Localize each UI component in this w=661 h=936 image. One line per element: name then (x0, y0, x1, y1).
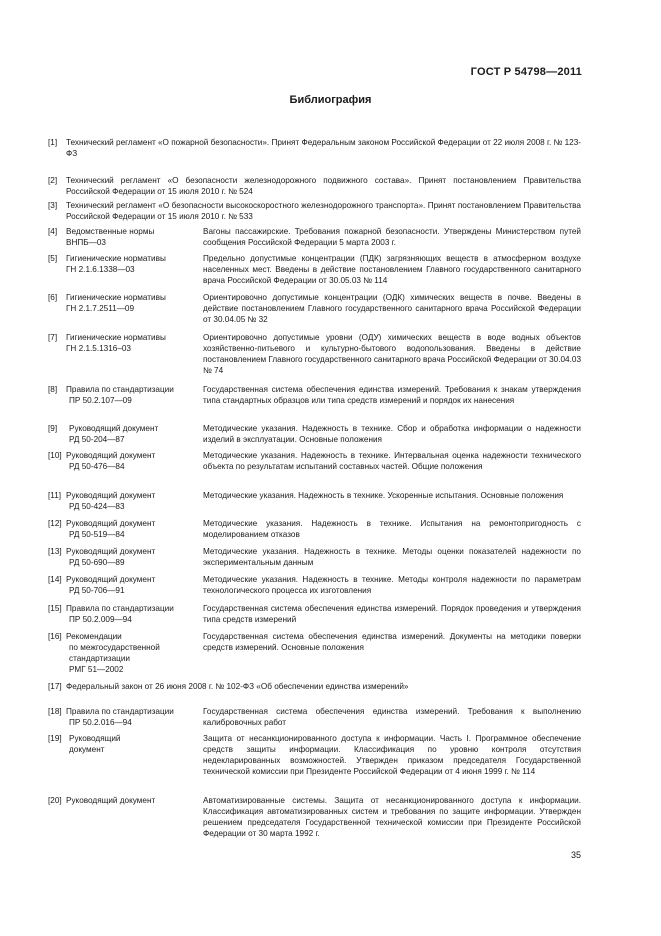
entry-document-type (66, 450, 201, 472)
entry-number: [18] (48, 707, 62, 716)
entry-name-line: Руководящий документ (69, 424, 159, 433)
entry-number: [5] (48, 254, 58, 263)
entry-text: Технический регламент «О пожарной безопасности». Принят Федеральным законом Российской Федерации от 22 июля 2008 г. № 123-ФЗ (66, 138, 581, 158)
entry-name-line: по межгосударственной (69, 643, 160, 652)
entry-number: [1] (48, 138, 58, 147)
entry-description: Методические указания. Надежность в технике. Методы контроля надежности по параметрам технологического процесса их изготовления (203, 575, 581, 595)
entry-name-line: Руководящий (69, 734, 121, 743)
entry-document-type (66, 574, 201, 596)
entry-designation: РД 50-424—83 (69, 502, 125, 511)
entry-name-line: Гигиенические нормативы (66, 293, 166, 302)
entry-description: Методические указания. Надежность в технике. Ускоренные испытания. Основные положения (203, 491, 564, 500)
entry-name-line: Руководящий документ (66, 547, 156, 556)
entry-number: [20] (48, 796, 62, 805)
entry-document-type (66, 423, 201, 445)
entry-name-line: Руководящий документ (66, 491, 156, 500)
entry-description: Методические указания. Надежность в технике. Сбор и обработка информации о надежности изделий в эксплуатации. Основные положения (203, 424, 581, 444)
entry-text: Технический регламент «О безопасности железнодорожного подвижного состава». Принят постановлением Правительства Российской Федерации от 15 июля 2010 г. № 524 (66, 176, 581, 196)
entry-name-line: Руководящий документ (66, 451, 156, 460)
entry-document-type (66, 490, 201, 512)
entry-name-line: Гигиенические нормативы (66, 254, 166, 263)
entry-document-type (66, 384, 201, 406)
entry-name-line: Ведомственные нормы (66, 227, 155, 236)
entry-document-type (66, 546, 201, 568)
entry-document-type (66, 631, 201, 675)
entry-designation: ПР 50.2.107—09 (69, 396, 132, 405)
entry-description: Методические указания. Надежность в технике. Методы оценки показателей надежности по экспериментальным данным (203, 547, 581, 567)
entry-designation: РД 50-706—91 (69, 586, 125, 595)
page-title: Библиография (289, 94, 372, 106)
entry-description: Вагоны пассажирские. Требования пожарной безопасности. Утверждены Министерством путей сообщения Российской Федерации 5 марта 2003 г. (203, 227, 581, 247)
entry-designation: РД 50-519—84 (69, 530, 125, 539)
entry-description: Государственная система обеспечения единства измерений. Требования к знакам утверждения типа стандартных образцов или типа средств измерений и порядок их нанесения (203, 385, 581, 405)
entry-text: Федеральный закон от 26 июня 2008 г. № 102-ФЗ «Об обеспечении единства измерений» (66, 682, 409, 691)
entry-name-line: Руководящий документ (66, 796, 156, 805)
entry-designation: ПР 50.2.009—94 (69, 615, 132, 624)
entry-description: Государственная система обеспечения единства измерений. Порядок проведения и утверждения типа средств измерений (203, 604, 581, 624)
entry-number: [13] (48, 547, 62, 556)
entry-name-line: документ (69, 745, 105, 754)
entry-designation: РД 50-476—84 (69, 462, 125, 471)
page-number: 35 (570, 850, 581, 860)
entry-designation: РД 50-204—87 (69, 435, 125, 444)
entry-name-line: Руководящий документ (66, 575, 156, 584)
entry-number: [3] (48, 201, 58, 210)
entry-number: [6] (48, 293, 58, 302)
entry-name-line: Гигиенические нормативы (66, 333, 166, 342)
entry-description: Государственная система обеспечения единства измерений. Документы на методики поверки средств измерений. Основные положения (203, 632, 581, 652)
entry-designation: ГН 2.1.5.1316–03 (66, 344, 131, 353)
entry-number: [7] (48, 333, 58, 342)
entry-document-type (66, 795, 201, 806)
entry-description: Предельно допустимые концентрации (ПДК) загрязняющих веществ в атмосферном воздухе населенных мест. Введены в действие постановлением Главного государственного санитарного врача Российской Федерации от 30.05.03 № 114 (203, 254, 581, 285)
entry-name-line: Рекомендации (66, 632, 122, 641)
entry-number: [12] (48, 519, 62, 528)
entry-document-type (66, 332, 201, 354)
entry-number: [19] (48, 734, 62, 743)
entry-number: [4] (48, 227, 58, 236)
entry-number: [10] (48, 451, 62, 460)
entry-designation: РД 50-690—89 (69, 558, 125, 567)
entry-description: Государственная система обеспечения единства измерений. Требования к выполнению калибровочных работ (203, 707, 581, 727)
entry-description: Ориентировочно допустимые концентрации (ОДК) химических веществ в почве. Введены в действие постановлением Главного государственного санитарного врача Российской Федерации от 30.04.05 № 32 (203, 293, 581, 324)
entry-designation: ВНПБ—03 (66, 238, 106, 247)
entry-number: [15] (48, 604, 62, 613)
entry-document-type (66, 226, 201, 248)
entry-document-type (66, 733, 201, 755)
entry-designation: ГН 2.1.7.2511—09 (66, 304, 135, 313)
entry-document-type (66, 518, 201, 540)
entry-document-type (66, 603, 201, 625)
entry-document-type (66, 253, 201, 275)
document-code: ГОСТ Р 54798—2011 (470, 66, 582, 78)
entry-name-line: Правила по стандартизации (66, 707, 174, 716)
entry-description: Методические указания. Надежность в технике. Интервальная оценка надежности технического объекта по результатам испытаний составных частей. Общие положения (203, 451, 581, 471)
entry-document-type (66, 292, 201, 314)
entry-description: Методические указания. Надежность в технике. Испытания на ремонтопригодность с моделированием отказов (203, 519, 581, 539)
entry-name-line: стандартизации (69, 654, 130, 663)
entry-designation: ПР 50.2.016—94 (69, 718, 132, 727)
entry-number: [9] (48, 424, 58, 433)
entry-description: Автоматизированные системы. Защита от несанкционированного доступа к информации. Классификация автоматизированных систем и требования по защите информации. Утвержден решением председателя Государственной технической комиссии при Президенте Российской Федерации от 30 марта 1992 г. (203, 796, 581, 838)
entry-name-line: Правила по стандартизации (66, 385, 174, 394)
entry-number: [16] (48, 632, 62, 641)
entry-document-type (66, 706, 201, 728)
entry-designation: РМГ 51—2002 (69, 665, 124, 674)
entry-number: [2] (48, 176, 58, 185)
entry-description: Защита от несанкционированного доступа к информации. Часть I. Программное обеспечение средств защиты информации. Классификация по уровню контроля отсутствия недекларированных возможностей. Утвержден приказом председателя Государственной технической комиссии при Президенте Российской Федерации от 4 июня 1999 г. № 114 (203, 734, 581, 776)
entry-number: [11] (48, 491, 62, 500)
entry-number: [17] (48, 682, 62, 691)
entry-number: [14] (48, 575, 62, 584)
entry-name-line: Правила по стандартизации (66, 604, 174, 613)
entry-number: [8] (48, 385, 58, 394)
entry-name-line: Руководящий документ (66, 519, 156, 528)
entry-description: Ориентировочно допустимые уровни (ОДУ) химических веществ в воде водных объектов хозяйственно-питьевого и культурно-бытового водопользования. Введены в действие постановлением Главного государственного санитарного врача Российской Федерации от 30.04.03 № 74 (203, 333, 581, 375)
entry-text: Технический регламент «О безопасности высокоскоростного железнодорожного транспорта». Принят постановлением Правительства Российской Федерации от 15 июля 2010 г. № 533 (66, 201, 581, 221)
entry-designation: ГН 2.1.6.1338—03 (66, 265, 135, 274)
